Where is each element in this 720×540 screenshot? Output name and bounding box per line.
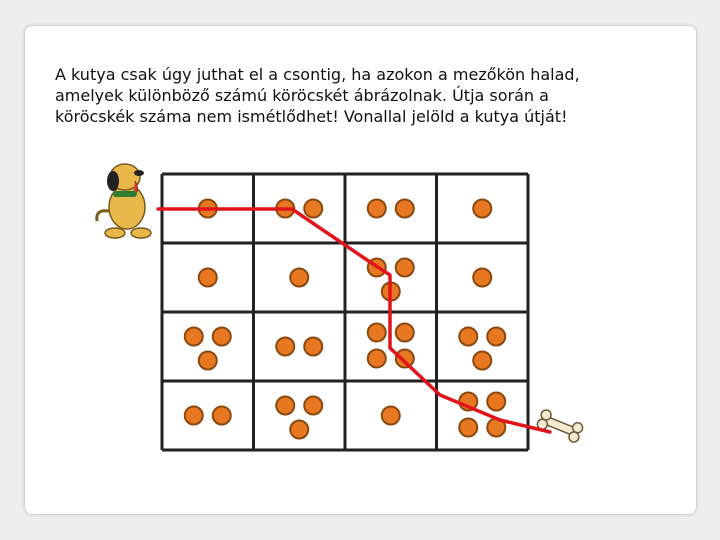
orange-dot <box>199 269 217 287</box>
orange-dot <box>185 407 203 425</box>
orange-dot <box>459 419 477 437</box>
orange-dot <box>459 328 477 346</box>
orange-dot <box>382 407 400 425</box>
grid-cell[interactable] <box>459 328 505 370</box>
grid-cell[interactable] <box>368 200 414 218</box>
orange-dot <box>213 407 231 425</box>
orange-dot <box>473 200 491 218</box>
instruction-line-1: A kutya csak úgy juthat el a csontig, ha azokon a mezőkön halad, <box>55 65 580 84</box>
grid-cell[interactable] <box>276 338 322 356</box>
orange-dot <box>304 338 322 356</box>
orange-dot <box>213 328 231 346</box>
orange-dot <box>290 421 308 439</box>
orange-dot <box>368 200 386 218</box>
orange-dot <box>396 350 414 368</box>
orange-dot <box>487 393 505 411</box>
orange-dot <box>396 324 414 342</box>
grid-cell[interactable] <box>290 269 308 287</box>
instruction-line-2: amelyek különböző számú köröcskét ábrázolnak. Útja során a <box>55 86 549 105</box>
grid-cell[interactable] <box>459 393 505 437</box>
orange-dot <box>368 350 386 368</box>
orange-dot <box>199 352 217 370</box>
orange-dot <box>276 338 294 356</box>
orange-dot <box>473 269 491 287</box>
grid-cell[interactable] <box>185 407 231 425</box>
orange-dot <box>185 328 203 346</box>
grid-cell[interactable] <box>382 407 400 425</box>
bone-icon <box>536 408 584 443</box>
orange-dot <box>290 269 308 287</box>
grid-cell[interactable] <box>473 200 491 218</box>
orange-dot <box>396 200 414 218</box>
grid-cell[interactable] <box>473 269 491 287</box>
orange-dot <box>368 324 386 342</box>
grid-cell[interactable] <box>276 397 322 439</box>
orange-dot <box>304 397 322 415</box>
grid-cell[interactable] <box>199 269 217 287</box>
grid-cell[interactable] <box>185 328 231 370</box>
orange-dot <box>487 328 505 346</box>
orange-dot <box>473 352 491 370</box>
orange-dot <box>304 200 322 218</box>
orange-dot <box>276 397 294 415</box>
orange-dot <box>396 259 414 277</box>
dog-icon <box>97 164 151 238</box>
instruction-line-3: köröcskék száma nem ismétlődhet! Vonallal jelöld a kutya útját! <box>55 107 568 126</box>
